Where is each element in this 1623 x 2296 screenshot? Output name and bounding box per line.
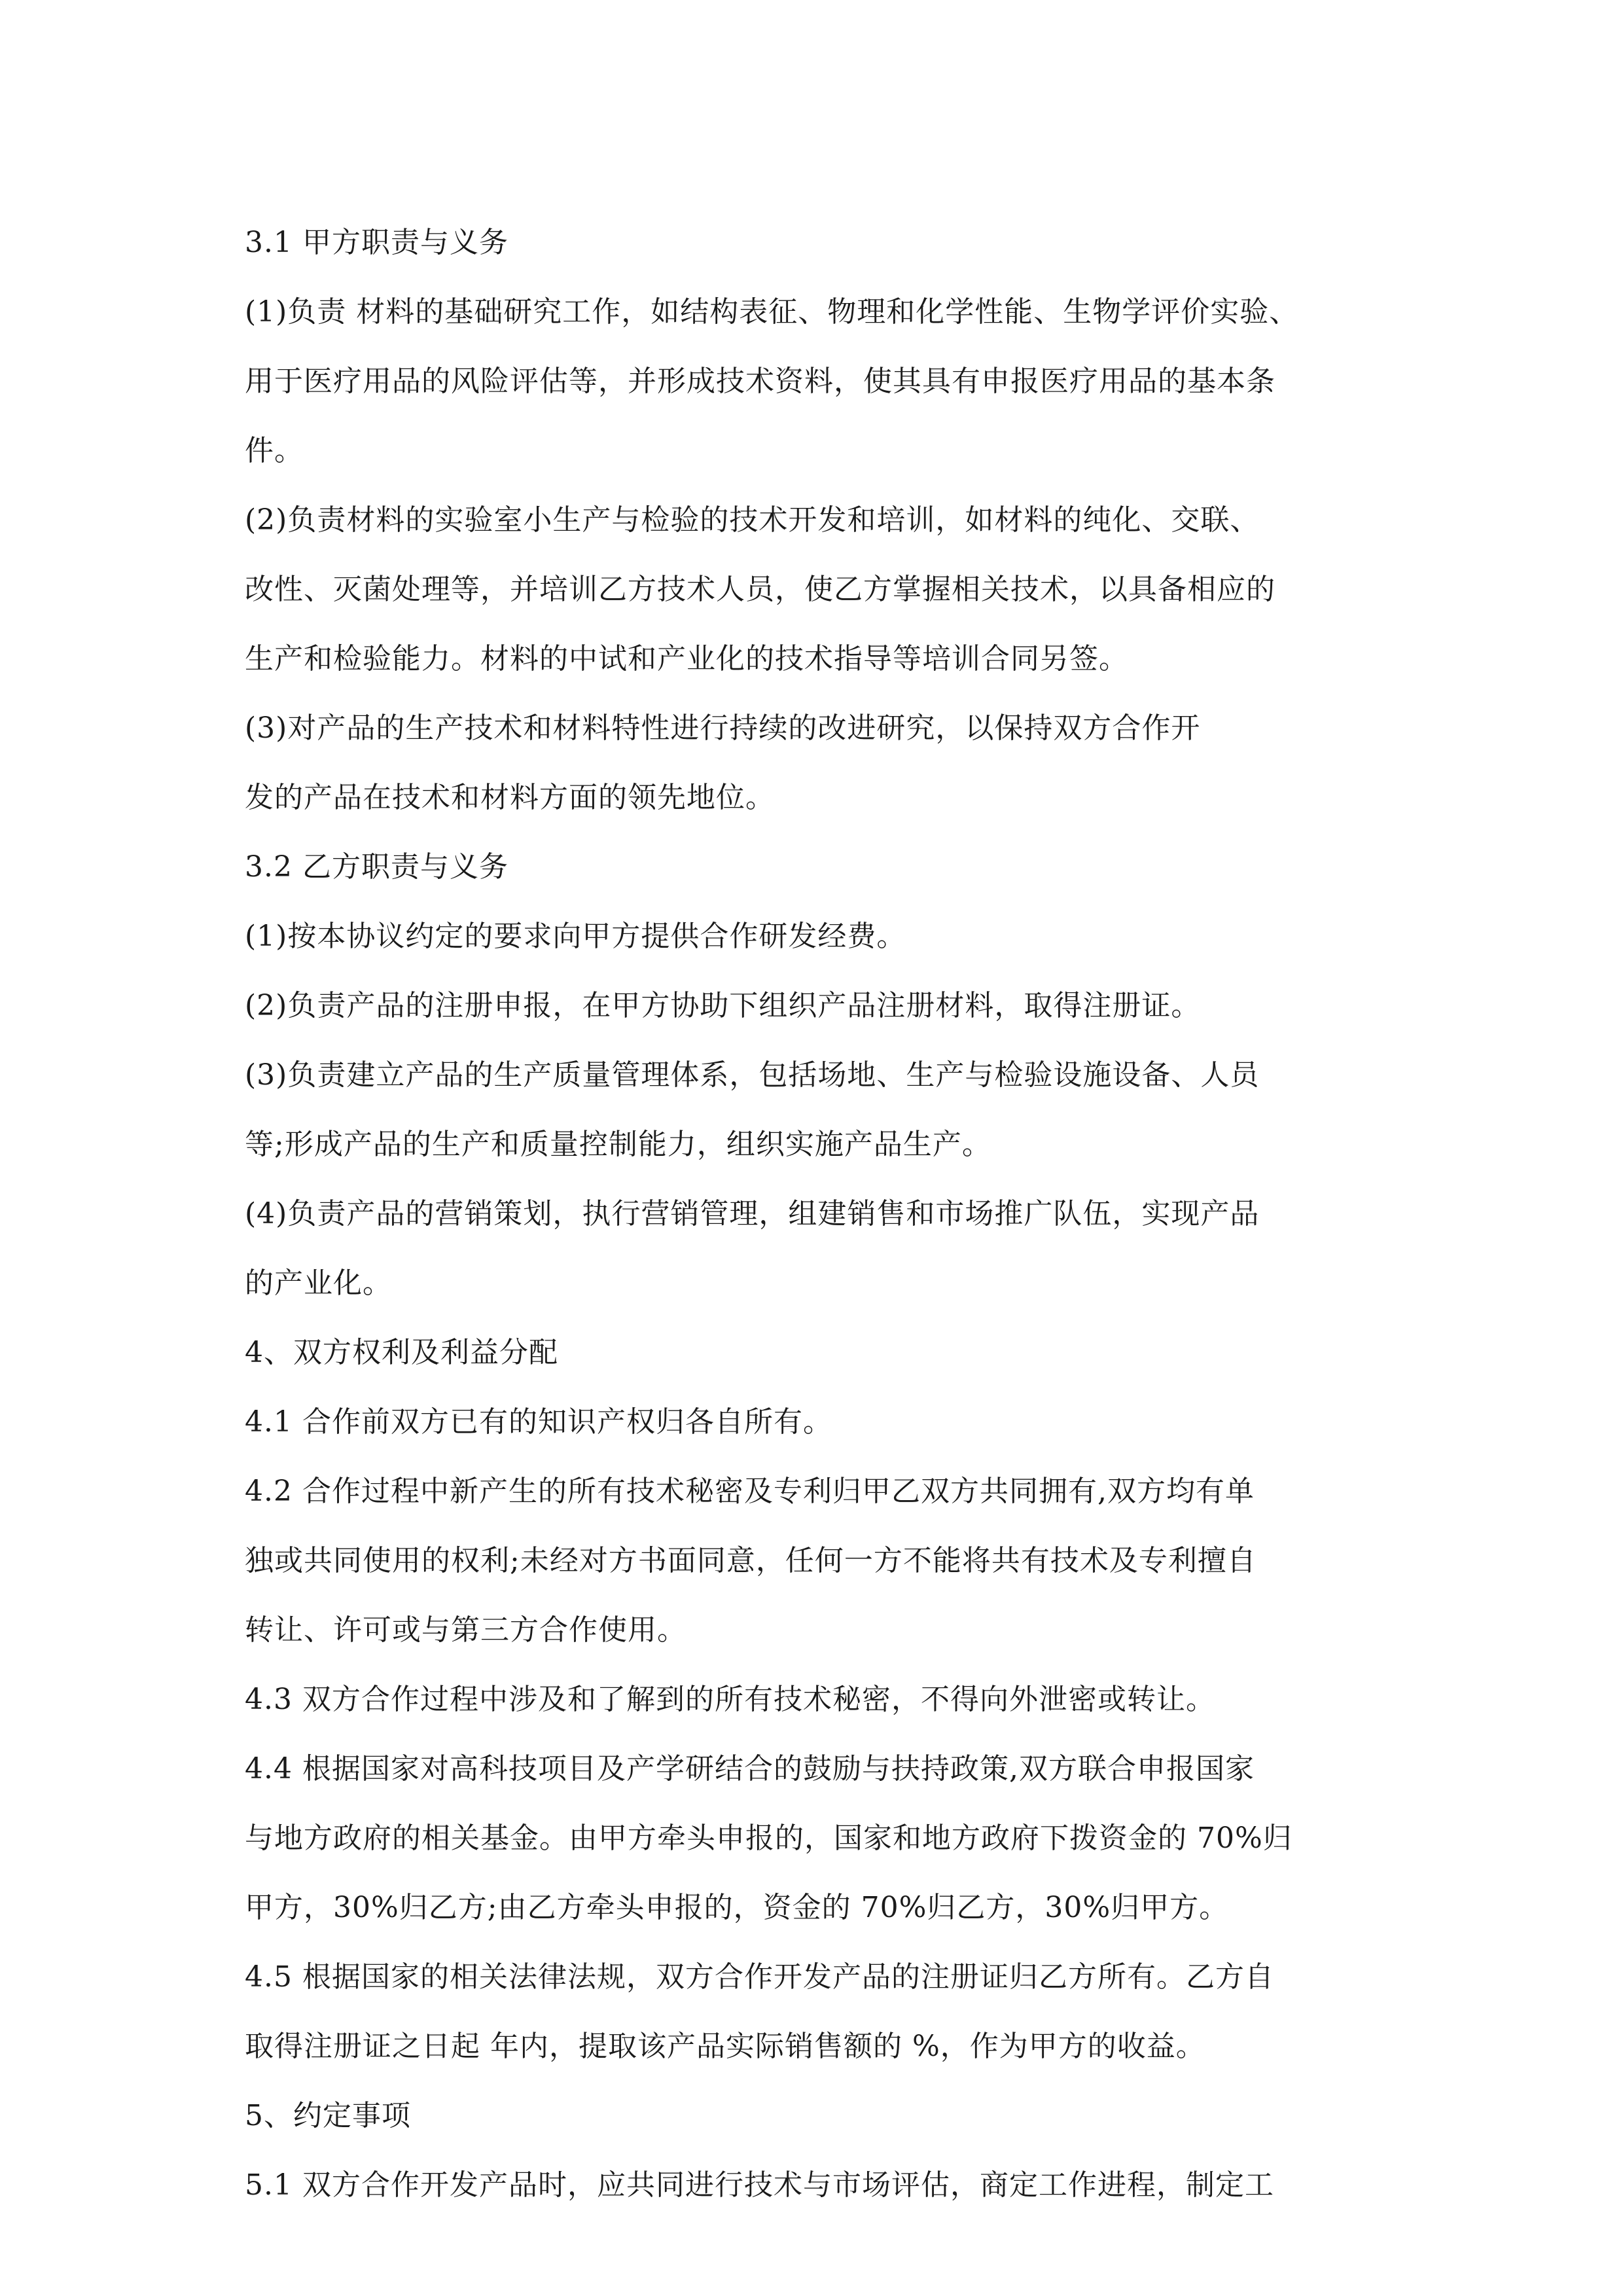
text-line: 4.3 双方合作过程中涉及和了解到的所有技术秘密，不得向外泄密或转让。 <box>245 1683 1215 1716</box>
document-body <box>245 208 1390 2220</box>
text-line: 取得注册证之日起 年内，提取该产品实际销售额的 %，作为甲方的收益。 <box>245 2030 1205 2063</box>
text-line: (2)负责材料的实验室小生产与检验的技术开发和培训，如材料的纯化、交联、 <box>245 503 1260 537</box>
text-line: 改性、灭菌处理等，并培训乙方技术人员，使乙方掌握相关技术，以具备相应的 <box>245 573 1275 606</box>
text-line: 件。 <box>245 434 304 467</box>
text-line: 转让、许可或与第三方合作使用。 <box>245 1613 687 1647</box>
text-line: (1)按本协议约定的要求向甲方提供合作研发经费。 <box>245 920 906 953</box>
text-line: 发的产品在技术和材料方面的领先地位。 <box>245 781 775 814</box>
text-line: 生产和检验能力。材料的中试和产业化的技术指导等培训合同另签。 <box>245 642 1128 675</box>
text-line: (1)负责 材料的基础研究工作，如结构表征、物理和化学性能、生物学评价实验、 <box>245 295 1299 329</box>
text-line: 4.1 合作前双方已有的知识产权归各自所有。 <box>245 1405 832 1439</box>
text-line: 甲方，30%归乙方;由乙方牵头申报的，资金的 70%归乙方，30%归甲方。 <box>245 1891 1229 1924</box>
text-line: (3)对产品的生产技术和材料特性进行持续的改进研究，以保持双方合作开 <box>245 711 1201 745</box>
section-heading-5: 5、约定事项 <box>245 2099 411 2132</box>
text-line: 4.4 根据国家对高科技项目及产学研结合的鼓励与扶持政策,双方联合申报国家 <box>245 1752 1255 1785</box>
text-line: 与地方政府的相关基金。由甲方牵头申报的，国家和地方政府下拨资金的 70%归 <box>245 1821 1293 1855</box>
text-line: 的产业化。 <box>245 1266 392 1300</box>
section-heading-3-2: 3.2 乙方职责与义务 <box>245 850 508 884</box>
text-line: 4.2 合作过程中新产生的所有技术秘密及专利归甲乙双方共同拥有,双方均有单 <box>245 1475 1255 1508</box>
text-line: (3)负责建立产品的生产质量管理体系，包括场地、生产与检验设施设备、人员 <box>245 1058 1260 1092</box>
text-line: (4)负责产品的营销策划，执行营销管理，组建销售和市场推广队伍，实现产品 <box>245 1197 1260 1230</box>
text-line: 4.5 根据国家的相关法律法规，双方合作开发产品的注册证归乙方所有。乙方自 <box>245 1960 1274 1994</box>
text-line: (2)负责产品的注册申报，在甲方协助下组织产品注册材料，取得注册证。 <box>245 989 1201 1022</box>
text-line: 独或共同使用的权利;未经对方书面同意，任何一方不能将共有技术及专利擅自 <box>245 1544 1257 1577</box>
section-heading-3-1: 3.1 甲方职责与义务 <box>245 226 508 259</box>
text-line: 5.1 双方合作开发产品时，应共同进行技术与市场评估，商定工作进程，制定工 <box>245 2168 1274 2202</box>
section-heading-4: 4、双方权利及利益分配 <box>245 1336 558 1369</box>
text-line: 等;形成产品的生产和质量控制能力，组织实施产品生产。 <box>245 1128 991 1161</box>
text-line: 用于医疗用品的风险评估等，并形成技术资料，使其具有申报医疗用品的基本条 <box>245 365 1275 398</box>
